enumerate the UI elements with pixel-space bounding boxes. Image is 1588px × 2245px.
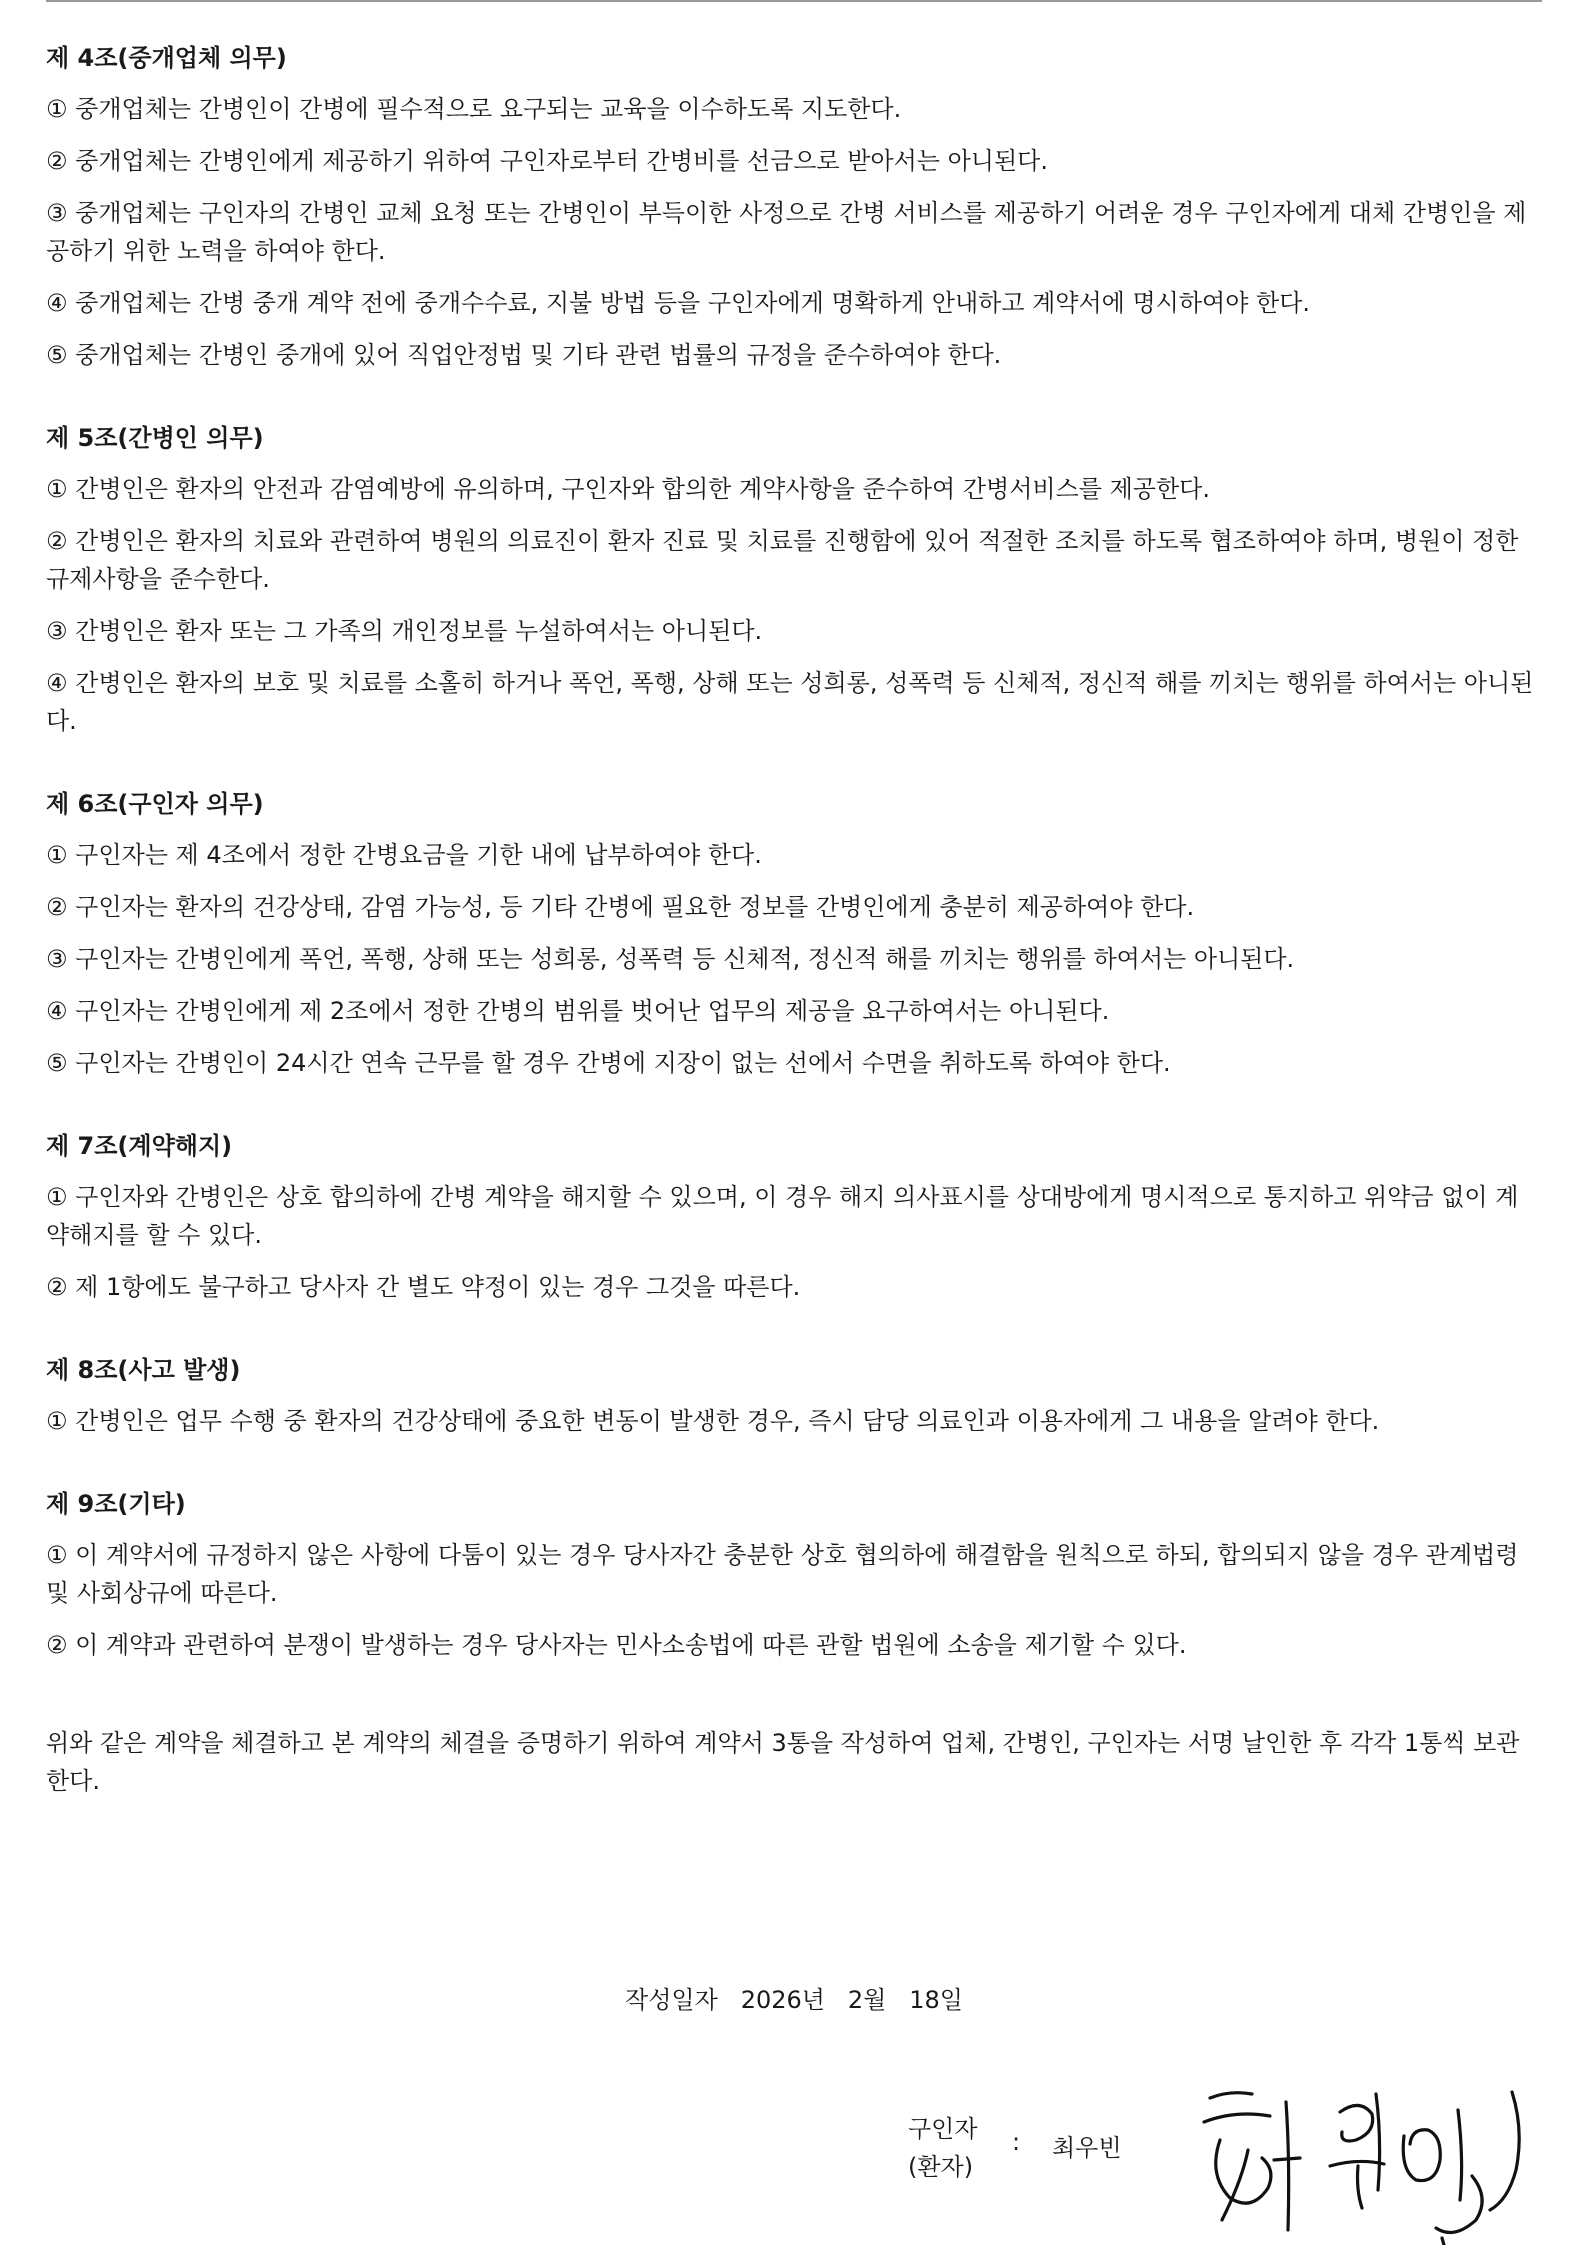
clause: ② 중개업체는 간병인에게 제공하기 위하여 구인자로부터 간병비를 선금으로 받아서는 아니된다. (46, 147, 1048, 175)
article-heading: 제 4조(중개업체 의무) (46, 44, 287, 72)
handwritten-signature (1190, 2080, 1550, 2245)
signer-role (908, 2110, 978, 2186)
article-heading: 제 8조(사고 발생) (46, 1356, 241, 1384)
article-heading: 제 9조(기타) (46, 1490, 186, 1518)
clause: ① 구인자와 간병인은 상호 합의하에 간병 계약을 해지할 수 있으며, 이 경우 해지 의사표시를 상대방에게 명시적으로 통지하고 위약금 없이 계약해지를 할 수 있다. (46, 1183, 1519, 1249)
article-heading: 제 5조(간병인 의무) (46, 424, 264, 452)
top-divider (46, 0, 1542, 2)
signer-role-subline: (환자) (908, 2153, 974, 2181)
clause: ② 간병인은 환자의 치료와 관련하여 병원의 의료진이 환자 진료 및 치료를 진행함에 있어 적절한 조치를 하도록 협조하여야 하며, 병원이 정한 규제사항을 준수한다. (46, 527, 1527, 593)
section-article-7 (46, 1128, 1540, 1306)
signer-role-line: 구인자 (908, 2115, 978, 2143)
clause: ④ 중개업체는 간병 중개 계약 전에 중개수수료, 지불 방법 등을 구인자에게 명확하게 안내하고 계약서에 명시하여야 한다. (46, 289, 1311, 317)
article-heading: 제 6조(구인자 의무) (46, 790, 264, 818)
date-day: 18일 (909, 1986, 963, 2014)
clause: ① 간병인은 업무 수행 중 환자의 건강상태에 중요한 변동이 발생한 경우, 즉시 담당 의료인과 이용자에게 그 내용을 알려야 한다. (46, 1407, 1380, 1435)
date-year: 2026년 (740, 1986, 825, 2014)
clause: ① 간병인은 환자의 안전과 감염예방에 유의하며, 구인자와 합의한 계약사항을 준수하여 간병서비스를 제공한다. (46, 475, 1210, 503)
section-article-8 (46, 1352, 1540, 1440)
clause: ① 이 계약서에 규정하지 않은 사항에 다툼이 있는 경우 당사자간 충분한 상호 협의하에 해결함을 원칙으로 하되, 합의되지 않을 경우 관계법령 및 사회상규에 따른다. (46, 1541, 1527, 1607)
clause: ④ 구인자는 간병인에게 제 2조에서 정한 간병의 범위를 벗어난 업무의 제공을 요구하여서는 아니된다. (46, 997, 1110, 1025)
clause: ① 중개업체는 간병인이 간병에 필수적으로 요구되는 교육을 이수하도록 지도한다. (46, 95, 902, 123)
clause: ② 구인자는 환자의 건강상태, 감염 가능성, 등 기타 간병에 필요한 정보를 간병인에게 충분히 제공하여야 한다. (46, 893, 1195, 921)
date-label: 작성일자 (625, 1986, 718, 2014)
closing-statement: 위와 같은 계약을 체결하고 본 계약의 체결을 증명하기 위하여 계약서 3통을 작성하여 업체, 간병인, 구인자는 서명 날인한 후 각각 1통씩 보관한다. (46, 1729, 1520, 1795)
contract-body (46, 40, 1540, 1800)
clause: ④ 간병인은 환자의 보호 및 치료를 소홀히 하거나 폭언, 폭행, 상해 또는 성희롱, 성폭력 등 신체적, 정신적 해를 끼치는 행위를 하여서는 아니된다. (46, 669, 1534, 735)
clause: ⑤ 중개업체는 간병인 중개에 있어 직업안정법 및 기타 관련 법률의 규정을 준수하여야 한다. (46, 341, 1002, 369)
clause: ③ 중개업체는 구인자의 간병인 교체 요청 또는 간병인이 부득이한 사정으로 간병 서비스를 제공하기 어려운 경우 구인자에게 대체 간병인을 제공하기 위한 노력을 하여야 한다. (46, 199, 1527, 265)
date-month: 2월 (847, 1986, 887, 2014)
section-article-9 (46, 1486, 1540, 1664)
section-article-5 (46, 420, 1540, 740)
clause: ① 구인자는 제 4조에서 정한 간병요금을 기한 내에 납부하여야 한다. (46, 841, 762, 869)
section-article-6 (46, 786, 1540, 1082)
clause: ⑤ 구인자는 간병인이 24시간 연속 근무를 할 경우 간병에 지장이 없는 선에서 수면을 취하도록 하여야 한다. (46, 1049, 1171, 1077)
date-line (0, 1980, 1588, 2015)
clause: ③ 구인자는 간병인에게 폭언, 폭행, 상해 또는 성희롱, 성폭력 등 신체적, 정신적 해를 끼치는 행위를 하여서는 아니된다. (46, 945, 1295, 973)
section-article-4 (46, 40, 1540, 374)
signer-colon: : (1012, 2128, 1021, 2156)
article-heading: 제 7조(계약해지) (46, 1132, 233, 1160)
signer-name: 최우빈 (1052, 2134, 1122, 2162)
clause: ② 이 계약과 관련하여 분쟁이 발생하는 경우 당사자는 민사소송법에 따른 관할 법원에 소송을 제기할 수 있다. (46, 1631, 1187, 1659)
clause: ③ 간병인은 환자 또는 그 가족의 개인정보를 누설하여서는 아니된다. (46, 617, 763, 645)
clause: ② 제 1항에도 불구하고 당사자 간 별도 약정이 있는 경우 그것을 따른다. (46, 1273, 801, 1301)
